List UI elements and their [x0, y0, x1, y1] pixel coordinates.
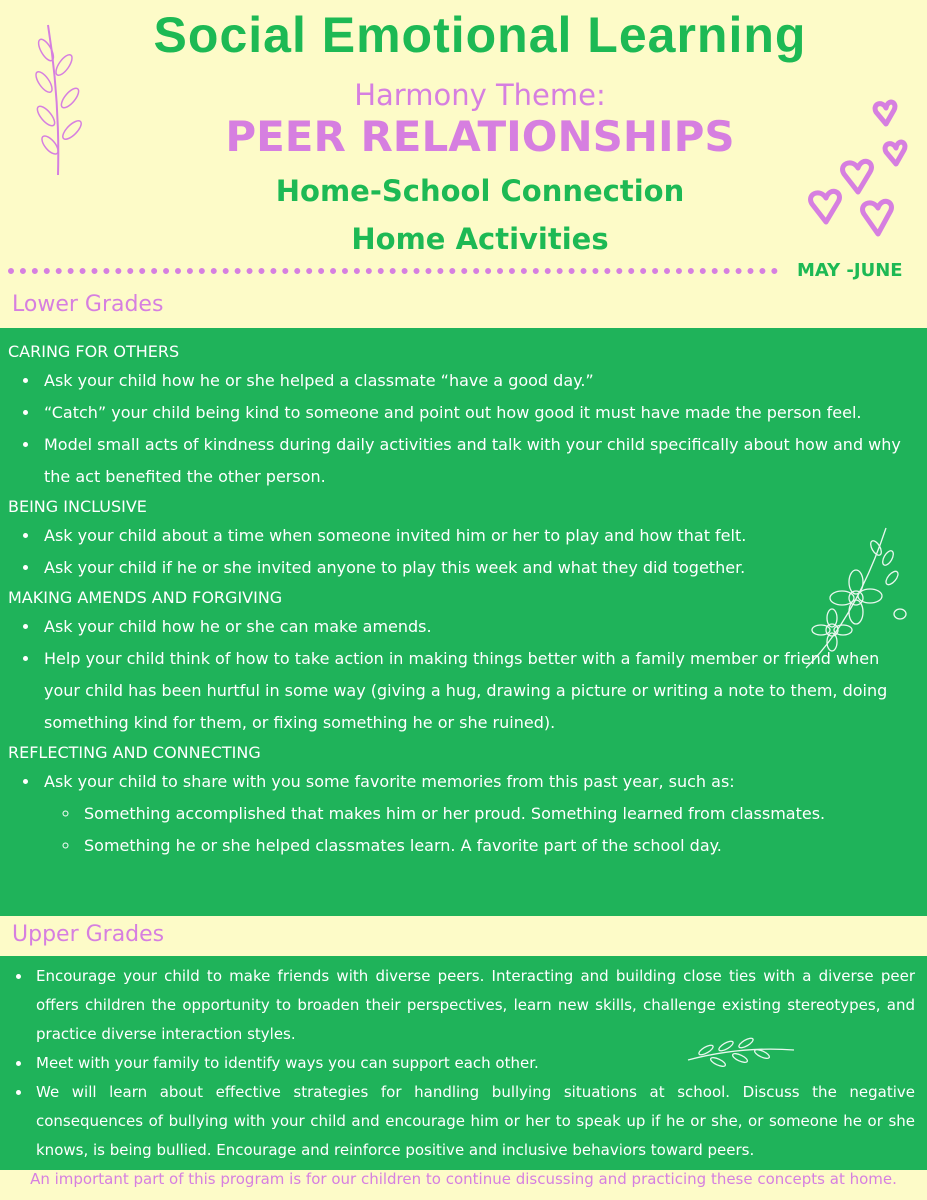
footer-note: An important part of this program is for our children to continue discussing and practicing these concepts at home.	[30, 1170, 897, 1188]
list-item-text: Ask your child to share with you some favorite memories from this past year, such as:	[44, 772, 735, 791]
upper-grades-heading: Upper Grades	[12, 922, 165, 947]
list-item: • Encourage your child to make friends with diverse peers. Interacting and building close ties with a diverse peer offers children the opportunity to broaden their perspectives, learn new skills, challenge existing stereotypes, and practice diverse interaction styles.	[32, 962, 915, 1049]
caring-list	[8, 365, 913, 493]
list-item: • Ask your child how he or she can make amends.	[40, 611, 913, 643]
upper-grades-panel	[0, 956, 927, 1170]
list-item: • Ask your child about a time when someone invited him or her to play and how that felt.	[40, 520, 913, 552]
section-heading: REFLECTING AND CONNECTING	[8, 743, 261, 762]
page-title: Social Emotional Learning	[153, 7, 807, 63]
reflecting-list	[8, 766, 913, 862]
list-item: • “Catch” your child being kind to someone and point out how good it must have made the person feel.	[40, 397, 913, 429]
connection-heading: Home-School Connection	[275, 174, 685, 208]
date-range: MAY -JUNE	[797, 260, 903, 281]
inclusive-list	[8, 520, 913, 584]
lower-grades-panel	[0, 328, 927, 916]
list-item: • Ask your child if he or she invited anyone to play this week and what they did together.	[40, 552, 913, 584]
section-heading: MAKING AMENDS AND FORGIVING	[8, 588, 283, 607]
sub-list-item: ◦ Something accomplished that makes him or her proud. Something learned from classmates.	[80, 798, 913, 830]
hearts-icon	[808, 98, 918, 248]
sub-list-item: ◦ Something he or she helped classmates learn. A favorite part of the school day.	[80, 830, 913, 862]
theme-title: PEER RELATIONSHIPS	[225, 112, 735, 161]
list-item	[40, 766, 913, 862]
leaf-branch-icon	[28, 20, 98, 180]
dotted-divider	[8, 268, 778, 274]
section-heading: BEING INCLUSIVE	[8, 497, 147, 516]
list-item: • We will learn about effective strategies for handling bullying situations at school. Discuss the negative consequences of bullying with your child and encourage him or her to speak up if he or she, or someone he or she knows, is being bullied. Encourage and reinforce positive and inclusive behaviors toward peers.	[32, 1078, 915, 1165]
small-leaf-icon	[686, 1032, 796, 1068]
list-item: • Help your child think of how to take action in making things better with a family member or friend when your child has been hurtful in some way (giving a hug, drawing a picture or writing a note to them, doing something kind for them, or fixing something he or she ruined).	[40, 643, 913, 739]
amends-list	[8, 611, 913, 739]
list-item: • Model small acts of kindness during daily activities and talk with your child specifically about how and why the act benefited the other person.	[40, 429, 913, 493]
list-item: • Ask your child how he or she helped a classmate “have a good day.”	[40, 365, 913, 397]
theme-label: Harmony Theme:	[354, 78, 606, 112]
flower-icon	[796, 518, 916, 678]
list-item: • Meet with your family to identify ways you can support each other.	[32, 1049, 915, 1078]
lower-grades-heading: Lower Grades	[12, 292, 164, 317]
memories-sublist	[44, 798, 913, 862]
activities-heading: Home Activities	[351, 222, 609, 256]
section-heading: CARING FOR OTHERS	[8, 342, 180, 361]
